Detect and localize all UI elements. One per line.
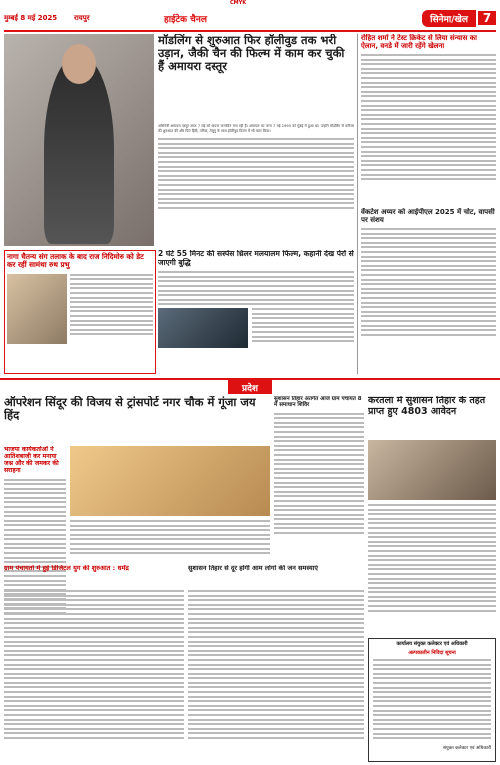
sushasan-small-headline: सुशासन तिहार अंतर्गत आज ग्राम पंचायत 8 में समाधान शिविर — [274, 396, 362, 409]
dharmendra-story — [4, 565, 184, 587]
sindoor-side-headline: भाजपा कार्यकर्ताओं ने आतिशबाजी कर मनाया जश्न और की जमकर की सराहना — [4, 446, 59, 475]
dharmendra-body — [4, 590, 184, 760]
suspense-story-photo — [158, 308, 248, 348]
sushasan-bottom-body — [188, 590, 364, 760]
lead-body-text: अभिनेत्री अमायरा दस्तूर आज 7 मई को अपना जन्मदिन मना रही हैं। अमायरा का जन्म 7 मई 1993 को मुंबई में हुआ था। उन्होंने मॉडलिंग से करियर की शुरुआत की और फिर हिंदी, तमिल, तेलुगु के साथ हॉलीवुड फिल्म में भी काम किया। — [158, 124, 354, 133]
side-story-2 — [361, 208, 496, 368]
masthead — [4, 8, 496, 28]
sushasan-bottom-story — [188, 565, 364, 587]
side-story-1-headline: रोहित शर्मा ने टेस्ट क्रिकेट से लिया संन्यास का ऐलान, वनडे में जारी रहेंगे खेलना — [361, 34, 477, 51]
tender-ad — [368, 638, 496, 762]
lead-body-lines — [158, 138, 354, 209]
sindoor-story-headline: ऑपरेशन सिंदूर की विजय से ट्रांसपोर्ट नगर चौक में गूंजा जय हिंद — [4, 396, 256, 423]
karatla-body — [368, 504, 496, 634]
karatla-story — [368, 396, 496, 436]
section-tab: सिनेमा/खेल — [422, 10, 476, 27]
naga-story — [4, 250, 156, 374]
actress-face — [62, 44, 96, 84]
side-story-1 — [361, 34, 496, 204]
issue-city: रायपुर — [74, 13, 90, 22]
naga-story-photo — [7, 274, 67, 344]
karatla-photo — [368, 440, 496, 500]
section-label: प्रदेश — [228, 380, 272, 394]
karatla-story-headline: करतला में सुशासन तिहार के तहत प्राप्त हुए 4803 आवेदन — [368, 396, 486, 417]
side-story-2-headline: वेंकटेश अय्यर को आईपीएल 2025 में चोट, वापसी पर संशय — [361, 208, 495, 225]
top-rule — [4, 30, 496, 32]
ad-title: कार्यालय संयुक्त कलेक्टर एवं अधिकारी — [396, 641, 468, 647]
lead-headline-box — [158, 34, 354, 124]
ad-footer: संयुक्त कलेक्टर एवं अधिकारी — [443, 745, 491, 751]
sindoor-photo — [70, 446, 270, 516]
naga-story-headline: नागा चैतन्य संग तलाक के बाद राज निदिमोरु को डेट कर रहीं सामंथा रुथ प्रभु — [7, 252, 144, 270]
column-divider — [357, 34, 358, 374]
newspaper-brand: हाईटेक चैनल — [164, 14, 207, 25]
page-number: 7 — [478, 11, 496, 25]
dharmendra-story-headline: ग्राम पंचायतों में हुई डिजिटल युग की शुरुआत : धर्मेंद्र — [4, 565, 129, 572]
cmyk-mark: CMYK — [230, 0, 247, 6]
section-divider — [0, 378, 500, 394]
sushasan-bottom-headline: सुशासन तिहार से दूर होंगी आम लोगों की जन समस्याएं — [188, 565, 318, 572]
ad-subtitle: अल्पकालीन निविदा सूचना — [408, 650, 456, 656]
issue-date: मुम्बई 8 मई 2025 — [4, 13, 58, 22]
sindoor-body — [70, 520, 270, 560]
suspense-story-headline: 2 घंटे 55 मिनट की सस्पेंस थ्रिलर मलयालम फिल्म, कहानी देख पेरों से जाएगी बुद्धि — [158, 250, 354, 267]
lead-body — [158, 124, 354, 244]
lead-headline: मॉडलिंग से शुरुआत फिर हॉलीवुड तक भरी उड़ान, जैकी चैन की फिल्म में काम कर चुकी हैं अमायरा दस्तूर — [158, 34, 345, 74]
suspense-story — [158, 250, 354, 372]
sushasan-small-story — [274, 396, 364, 561]
lead-photo — [4, 34, 154, 246]
sindoor-story — [4, 396, 274, 444]
